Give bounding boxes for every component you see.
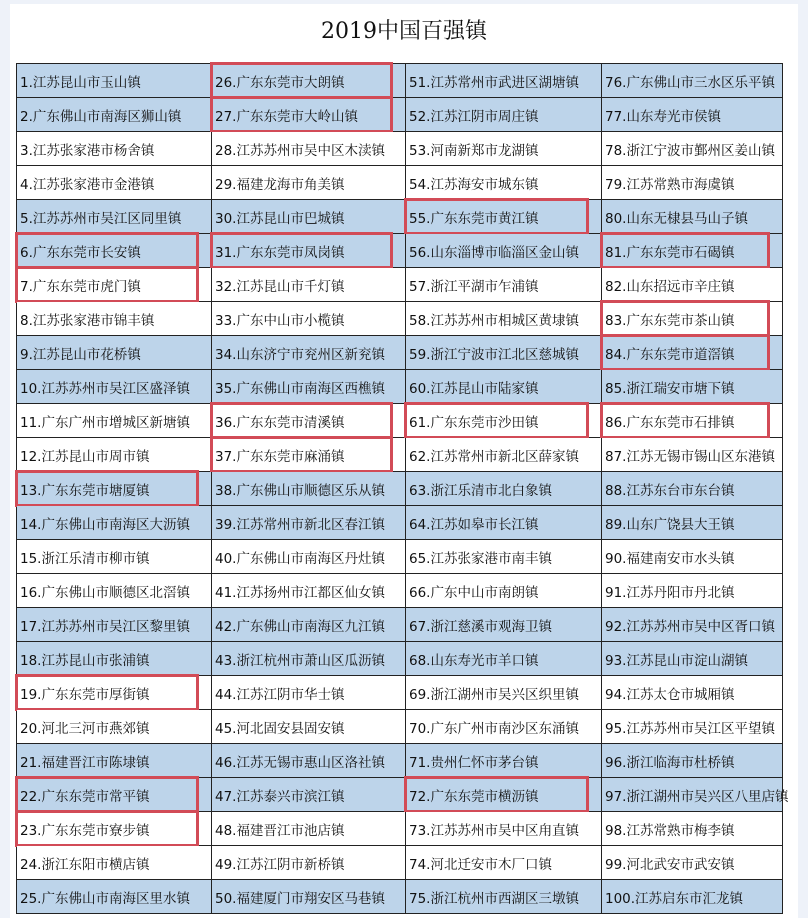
- table-cell-highlighted: 6.广东东莞市长安镇: [17, 234, 212, 268]
- table-cell: 53.河南新郑市龙湖镇: [406, 132, 602, 166]
- table-cell-highlighted: 37.广东东莞市麻涌镇: [212, 438, 406, 472]
- table-cell: 5.江苏苏州市吴江区同里镇: [17, 200, 212, 234]
- table-cell: 1.江苏昆山市玉山镇: [17, 64, 212, 98]
- table-cell: 15.浙江乐清市柳市镇: [17, 540, 212, 574]
- table-cell: 30.江苏昆山市巴城镇: [212, 200, 406, 234]
- table-cell: 17.江苏苏州市吴江区黎里镇: [17, 608, 212, 642]
- table-cell-highlighted: 81.广东东莞市石碣镇: [602, 234, 783, 268]
- table-cell: 41.江苏扬州市江都区仙女镇: [212, 574, 406, 608]
- table-cell: 88.江苏东台市东台镇: [602, 472, 783, 506]
- table-cell: 59.浙江宁波市江北区慈城镇: [406, 336, 602, 370]
- table-cell: 42.广东佛山市南海区九江镇: [212, 608, 406, 642]
- page-title: 2019中国百强镇: [321, 19, 487, 44]
- table-cell: 67.浙江慈溪市观海卫镇: [406, 608, 602, 642]
- table-cell: 9.江苏昆山市花桥镇: [17, 336, 212, 370]
- table-cell: 29.福建龙海市角美镇: [212, 166, 406, 200]
- table-cell: 74.河北迁安市木厂口镇: [406, 846, 602, 880]
- table-cell: 43.浙江杭州市萧山区瓜沥镇: [212, 642, 406, 676]
- table-cell: 70.广东广州市南沙区东涌镇: [406, 710, 602, 744]
- table-cell: 28.江苏苏州市吴中区木渎镇: [212, 132, 406, 166]
- table-cell: 99.河北武安市武安镇: [602, 846, 783, 880]
- table-cell: 44.江苏江阴市华士镇: [212, 676, 406, 710]
- table-cell: 49.江苏江阴市新桥镇: [212, 846, 406, 880]
- table-cell-highlighted: 55.广东东莞市黄江镇: [406, 200, 602, 234]
- table-cell: 8.江苏张家港市锦丰镇: [17, 302, 212, 336]
- table-cell-highlighted: 84.广东东莞市道滘镇: [602, 336, 783, 370]
- table-cell-highlighted: 72.广东东莞市横沥镇: [406, 778, 602, 812]
- table-cell: 46.江苏无锡市惠山区洛社镇: [212, 744, 406, 778]
- table-cell: 63.浙江乐清市北白象镇: [406, 472, 602, 506]
- table-cell: 33.广东中山市小榄镇: [212, 302, 406, 336]
- table-cell-highlighted: 26.广东东莞市大朗镇: [212, 64, 406, 98]
- table-cell: 38.广东佛山市顺德区乐从镇: [212, 472, 406, 506]
- table-cell-highlighted: 23.广东东莞市寮步镇: [17, 812, 212, 846]
- table-cell: 34.山东济宁市兖州区新兖镇: [212, 336, 406, 370]
- table-cell: 78.浙江宁波市鄞州区姜山镇: [602, 132, 783, 166]
- table-cell-highlighted: 13.广东东莞市塘厦镇: [17, 472, 212, 506]
- table-cell: 50.福建厦门市翔安区马巷镇: [212, 880, 406, 914]
- table-cell: 20.河北三河市燕郊镇: [17, 710, 212, 744]
- table-cell-highlighted: 83.广东东莞市茶山镇: [602, 302, 783, 336]
- table-cell: 97.浙江湖州市吴兴区八里店镇: [602, 778, 783, 812]
- table-cell: 58.江苏苏州市相城区黄埭镇: [406, 302, 602, 336]
- table-cell: 62.江苏常州市新北区薛家镇: [406, 438, 602, 472]
- table-cell: 14.广东佛山市南海区大沥镇: [17, 506, 212, 540]
- ranking-table: [16, 63, 789, 914]
- table-cell: 4.江苏张家港市金港镇: [17, 166, 212, 200]
- table-cell-highlighted: 19.广东东莞市厚街镇: [17, 676, 212, 710]
- table-cell: 85.浙江瑞安市塘下镇: [602, 370, 783, 404]
- table-cell: 94.江苏太仓市城厢镇: [602, 676, 783, 710]
- table-cell: 25.广东佛山市南海区里水镇: [17, 880, 212, 914]
- table-cell: 51.江苏常州市武进区湖塘镇: [406, 64, 602, 98]
- table-cell: 65.江苏张家港市南丰镇: [406, 540, 602, 574]
- table-cell: 82.山东招远市辛庄镇: [602, 268, 783, 302]
- table-cell: 24.浙江东阳市横店镇: [17, 846, 212, 880]
- table-cell: 98.江苏常熟市梅李镇: [602, 812, 783, 846]
- table-cell: 71.贵州仁怀市茅台镇: [406, 744, 602, 778]
- table-cell: 73.江苏苏州市吴中区甪直镇: [406, 812, 602, 846]
- table-cell: 2.广东佛山市南海区狮山镇: [17, 98, 212, 132]
- table-cell: 16.广东佛山市顺德区北滘镇: [17, 574, 212, 608]
- table-cell: 39.江苏常州市新北区春江镇: [212, 506, 406, 540]
- table-cell: 60.江苏昆山市陆家镇: [406, 370, 602, 404]
- table-cell-highlighted: 27.广东东莞市大岭山镇: [212, 98, 406, 132]
- table-cell: 10.江苏苏州市吴江区盛泽镇: [17, 370, 212, 404]
- table-cell: 75.浙江杭州市西湖区三墩镇: [406, 880, 602, 914]
- table-cell-highlighted: 7.广东东莞市虎门镇: [17, 268, 212, 302]
- table-cell: 21.福建晋江市陈埭镇: [17, 744, 212, 778]
- table-cell: 11.广东广州市增城区新塘镇: [17, 404, 212, 438]
- table-cell: 18.江苏昆山市张浦镇: [17, 642, 212, 676]
- table-cell: 52.江苏江阴市周庄镇: [406, 98, 602, 132]
- table-cell: 76.广东佛山市三水区乐平镇: [602, 64, 783, 98]
- table-cell: 54.江苏海安市城东镇: [406, 166, 602, 200]
- table-cell: 91.江苏丹阳市丹北镇: [602, 574, 783, 608]
- table-cell-highlighted: 22.广东东莞市常平镇: [17, 778, 212, 812]
- table-cell: 64.江苏如皋市长江镇: [406, 506, 602, 540]
- table-cell-highlighted: 31.广东东莞市凤岗镇: [212, 234, 406, 268]
- table-cell: 90.福建南安市水头镇: [602, 540, 783, 574]
- table-cell: 96.浙江临海市杜桥镇: [602, 744, 783, 778]
- table-cell: 32.江苏昆山市千灯镇: [212, 268, 406, 302]
- table-cell: 45.河北固安县固安镇: [212, 710, 406, 744]
- table-cell: 80.山东无棣县马山子镇: [602, 200, 783, 234]
- table-cell: 35.广东佛山市南海区西樵镇: [212, 370, 406, 404]
- table-cell: 95.江苏苏州市吴江区平望镇: [602, 710, 783, 744]
- table-cell: 66.广东中山市南朗镇: [406, 574, 602, 608]
- table-cell: 87.江苏无锡市锡山区东港镇: [602, 438, 783, 472]
- table-cell: 89.山东广饶县大王镇: [602, 506, 783, 540]
- table-cell: 57.浙江平湖市乍浦镇: [406, 268, 602, 302]
- table-cell: 92.江苏苏州市吴中区胥口镇: [602, 608, 783, 642]
- table-cell: 79.江苏常熟市海虞镇: [602, 166, 783, 200]
- table-cell-highlighted: 61.广东东莞市沙田镇: [406, 404, 602, 438]
- table-cell: 100.江苏启东市汇龙镇: [602, 880, 783, 914]
- table-cell: 47.江苏泰兴市滨江镇: [212, 778, 406, 812]
- table-cell: 68.山东寿光市羊口镇: [406, 642, 602, 676]
- table-cell-highlighted: 86.广东东莞市石排镇: [602, 404, 783, 438]
- table-cell: 93.江苏昆山市淀山湖镇: [602, 642, 783, 676]
- table-cell: 48.福建晋江市池店镇: [212, 812, 406, 846]
- table-cell: 69.浙江湖州市吴兴区织里镇: [406, 676, 602, 710]
- table-cell: 40.广东佛山市南海区丹灶镇: [212, 540, 406, 574]
- table-cell: 12.江苏昆山市周市镇: [17, 438, 212, 472]
- table-cell: 56.山东淄博市临淄区金山镇: [406, 234, 602, 268]
- table-cell: 3.江苏张家港市杨舍镇: [17, 132, 212, 166]
- table-cell: 77.山东寿光市侯镇: [602, 98, 783, 132]
- table-cell-highlighted: 36.广东东莞市清溪镇: [212, 404, 406, 438]
